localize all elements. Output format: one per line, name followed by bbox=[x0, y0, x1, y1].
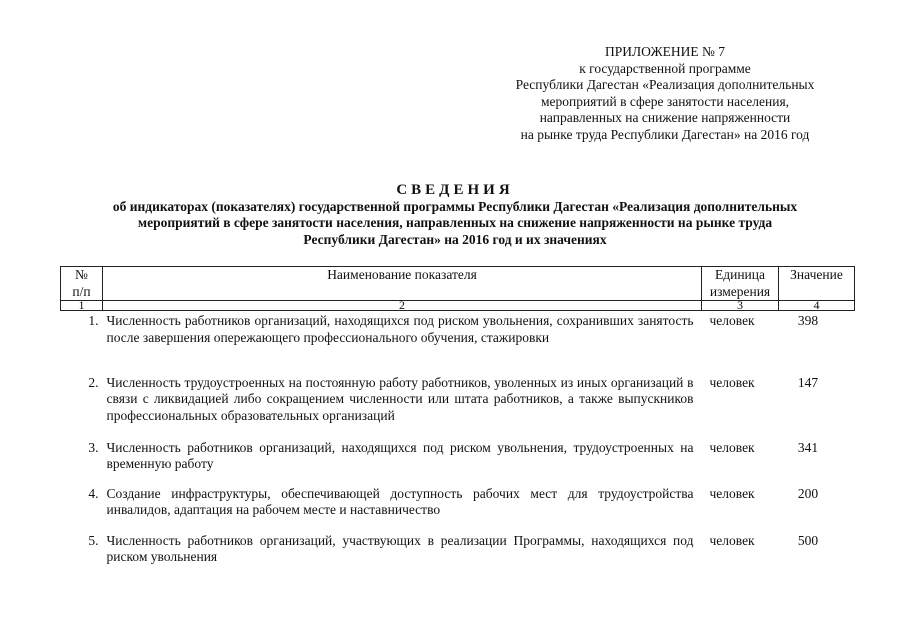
indicator-value: 500 bbox=[797, 532, 819, 548]
column-number: 4 bbox=[779, 301, 855, 311]
header-unit-sublabel: измерения bbox=[709, 283, 771, 299]
row-number: 2. bbox=[88, 374, 99, 390]
appendix-number: ПРИЛОЖЕНИЕ № 7 bbox=[604, 44, 726, 59]
indicator-unit: человек bbox=[709, 313, 755, 329]
header-num bbox=[61, 267, 103, 301]
indicator-unit: человек bbox=[709, 532, 755, 548]
indicator-unit: человек bbox=[709, 439, 755, 455]
table-row bbox=[61, 311, 855, 373]
indicator-unit: человек bbox=[709, 374, 755, 390]
table-row bbox=[61, 484, 855, 531]
indicator-name: Численность работников организаций, находящихся под риском увольнения, сохранивших занятость после завершения опережающего профессионального обучения, стажировки bbox=[106, 313, 694, 345]
row-number: 4. bbox=[88, 485, 99, 501]
appendix-line: направленных на снижение напряженности bbox=[539, 110, 791, 126]
row-number: 5. bbox=[88, 532, 99, 548]
table-header-row bbox=[61, 267, 855, 301]
indicator-unit: человек bbox=[709, 485, 755, 501]
header-unit bbox=[702, 267, 779, 301]
indicator-name: Численность работников организаций, участвующих в реализации Программы, находящихся под риском увольнения bbox=[106, 532, 694, 565]
table-row bbox=[61, 531, 855, 571]
appendix-line: к государственной программе bbox=[579, 60, 751, 76]
header-unit-label: Единица bbox=[714, 267, 765, 282]
indicator-value: 200 bbox=[797, 485, 819, 501]
title-heading: СВЕДЕНИЯ bbox=[396, 182, 514, 198]
appendix-line: Республики Дагестан «Реализация дополнительных bbox=[515, 77, 815, 93]
header-num-label: № bbox=[75, 267, 88, 282]
appendix-line: на рынке труда Республики Дагестан» на 2016 год bbox=[520, 126, 810, 142]
column-number: 2 bbox=[103, 301, 702, 311]
header-name: Наименование показателя bbox=[103, 267, 702, 301]
title-line: Республики Дагестан» на 2016 год и их значениях bbox=[303, 231, 607, 247]
indicators-table bbox=[60, 266, 855, 571]
indicator-value: 398 bbox=[797, 313, 819, 329]
column-number: 3 bbox=[702, 301, 779, 311]
indicator-value: 341 bbox=[797, 439, 819, 455]
indicator-name: Численность трудоустроенных на постоянную работу работников, уволенных из иных организаций в связи с ликвидацией либо сокращением численности или штата работников, а также выпускников профессиональных образовательных организаций bbox=[106, 374, 694, 423]
header-value: Значение bbox=[779, 267, 855, 301]
appendix-block bbox=[480, 44, 850, 144]
column-number: 1 bbox=[61, 301, 103, 311]
table-row bbox=[61, 373, 855, 438]
row-number: 1. bbox=[88, 313, 99, 329]
row-number: 3. bbox=[88, 439, 99, 455]
column-number-row bbox=[61, 301, 855, 311]
indicator-name: Создание инфраструктуры, обеспечивающей доступность рабочих мест для трудоустройства инвалидов, адаптация на рабочем месте и наставничество bbox=[106, 485, 694, 518]
title-line: об индикаторах (показателях) государственной программы Республики Дагестан «Реализация дополнительных bbox=[112, 199, 798, 214]
indicator-value: 147 bbox=[797, 374, 819, 390]
table-row bbox=[61, 438, 855, 484]
header-num-sublabel: п/п bbox=[72, 283, 91, 299]
appendix-line: мероприятий в сфере занятости населения, bbox=[540, 93, 790, 109]
document-title bbox=[60, 181, 850, 248]
title-line: мероприятий в сфере занятости населения, направленных на снижение напряженности на рынке труда bbox=[137, 215, 773, 231]
indicator-name: Численность работников организаций, находящихся под риском увольнения, трудоустроенных на временную работу bbox=[106, 439, 694, 472]
